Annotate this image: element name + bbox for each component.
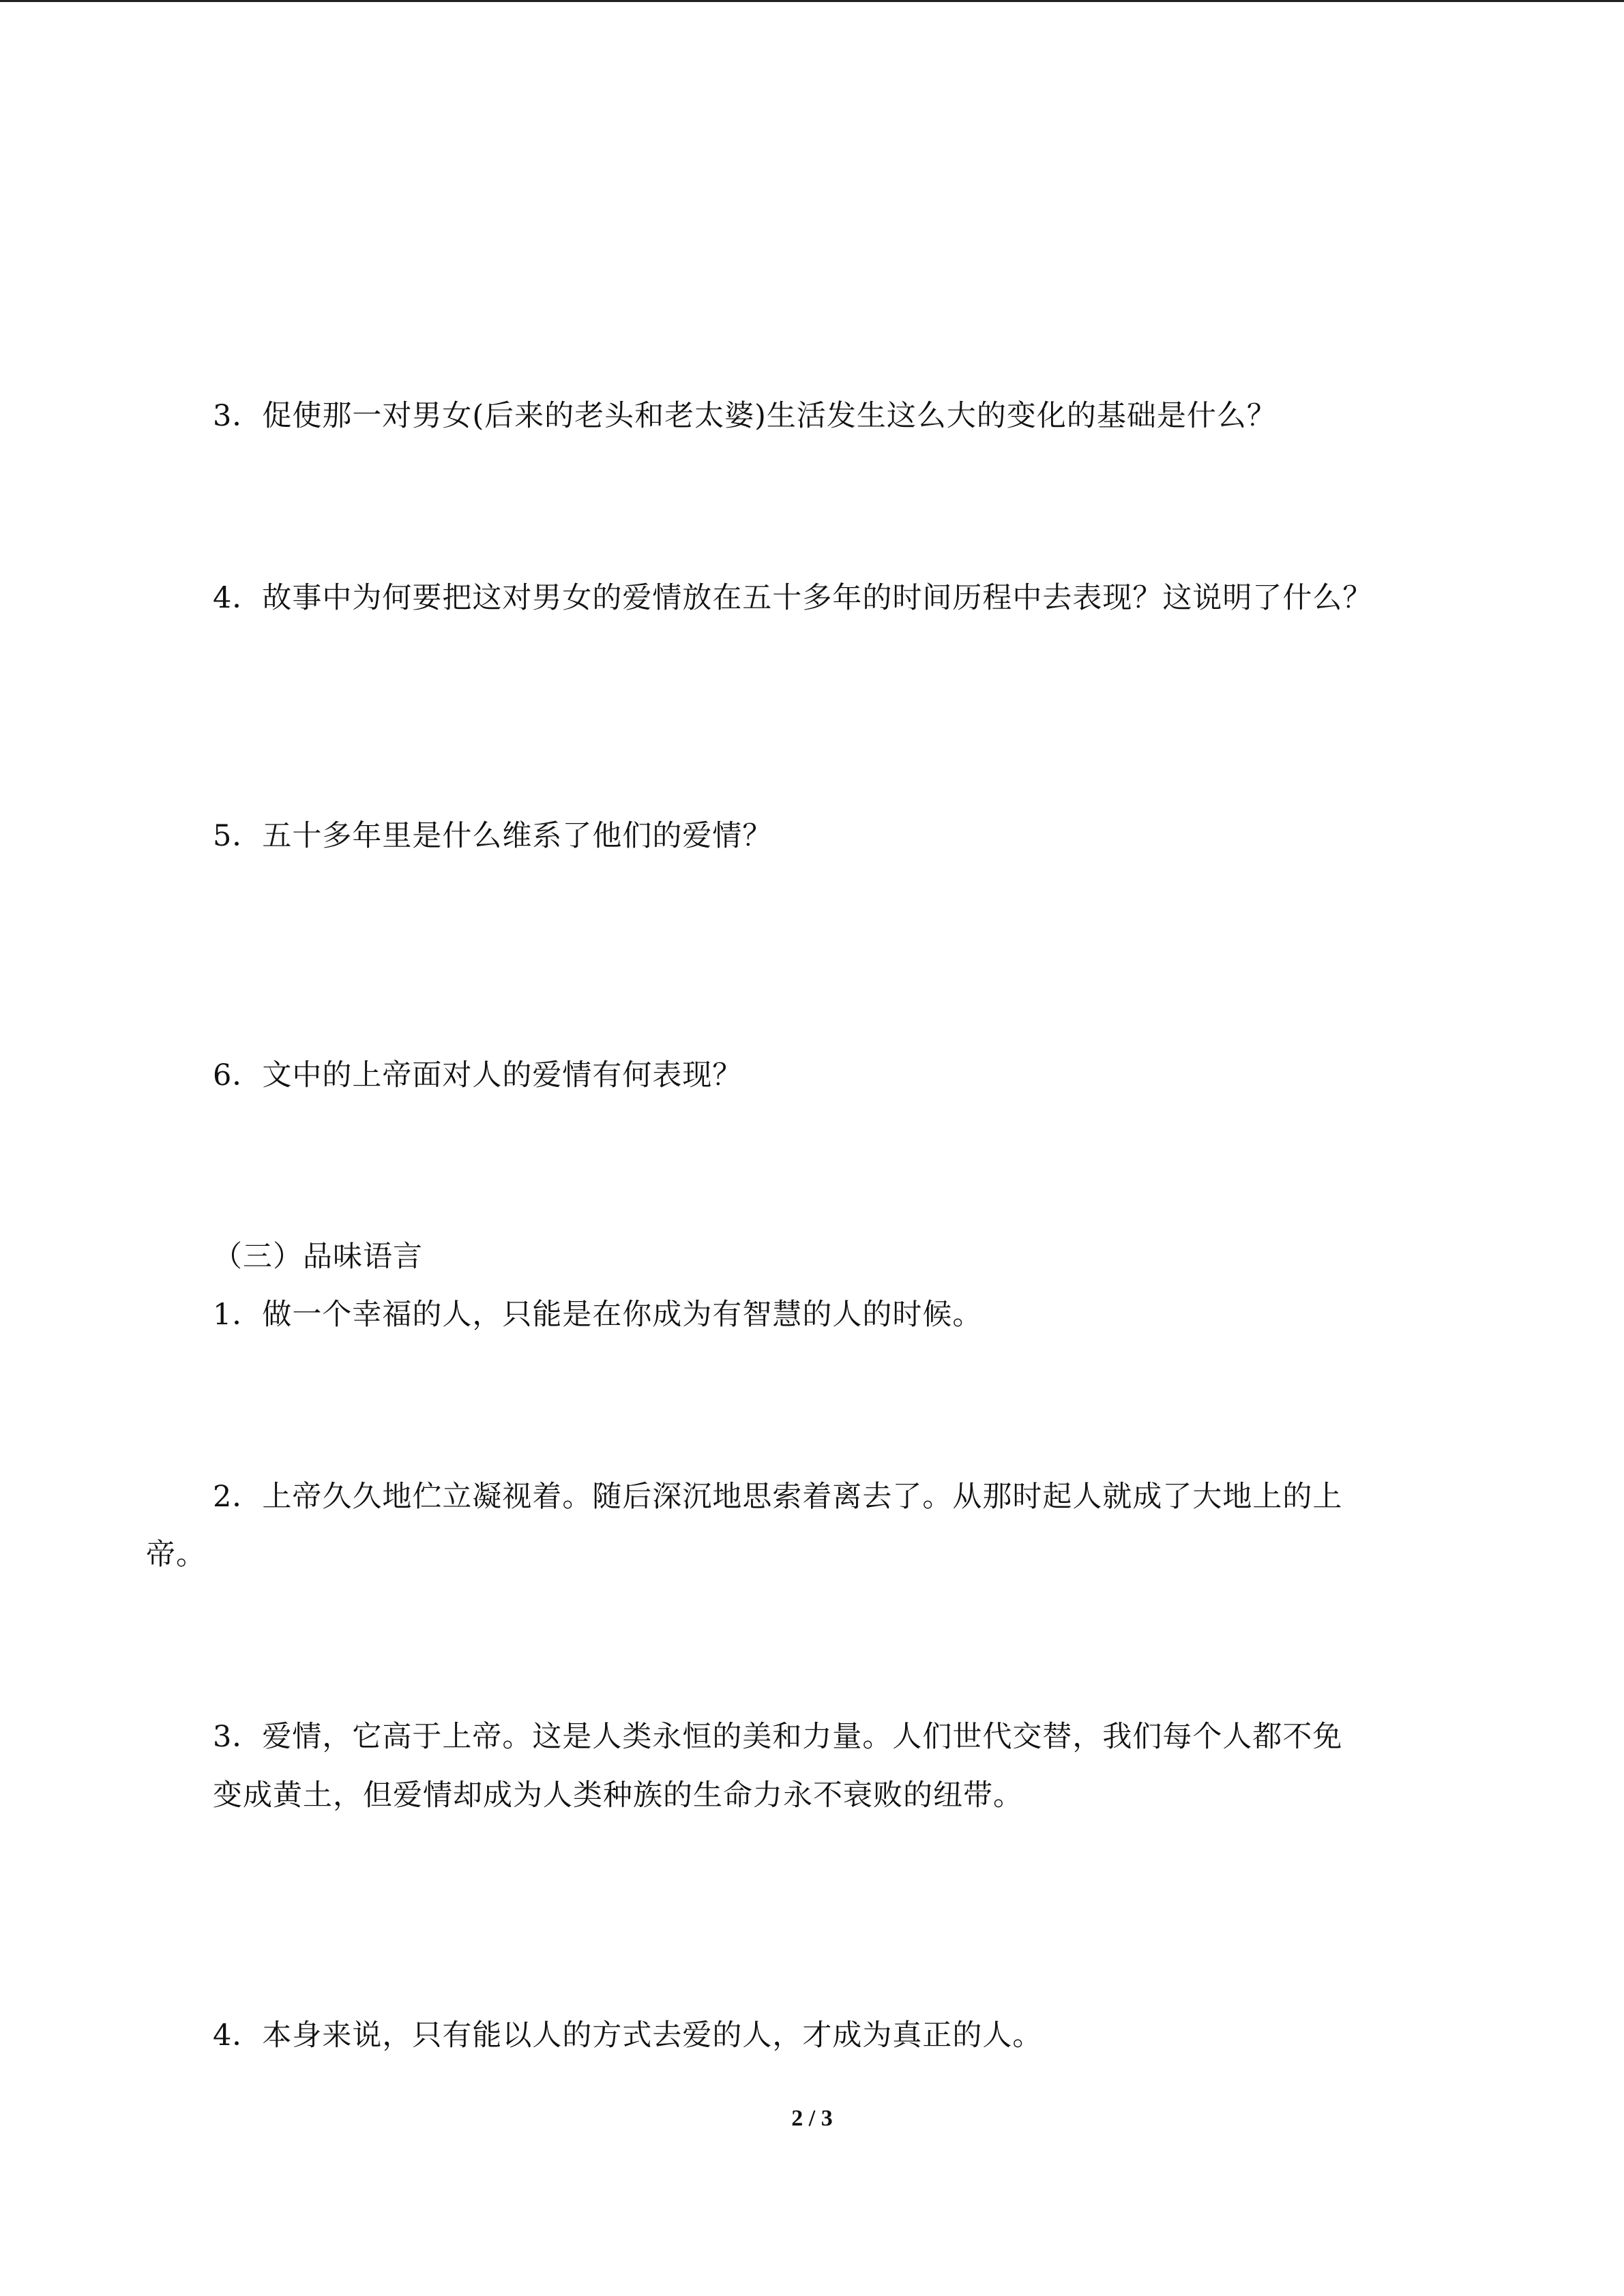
language-item-2-line-1: 2．上帝久久地伫立凝视着。随后深沉地思索着离去了。从那时起人就成了大地上的上 xyxy=(213,1480,1343,1514)
question-3: 3．促使那一对男女(后来的老头和老太婆)生活发生这么大的变化的基础是什么？ xyxy=(213,399,1277,433)
question-5: 5．五十多年里是什么维系了他们的爱情？ xyxy=(213,819,773,853)
language-item-4: 4．本身来说，只有能以人的方式去爱的人，才成为真正的人。 xyxy=(213,2018,1043,2053)
language-item-2-line-2: 帝。 xyxy=(146,1538,206,1572)
language-item-3-line-2: 变成黄土，但爱情却成为人类种族的生命力永不衰败的纽带。 xyxy=(213,1778,1023,1813)
language-item-1: 1．做一个幸福的人，只能是在你成为有智慧的人的时候。 xyxy=(213,1298,983,1332)
language-item-3-line-1: 3．爱情，它高于上帝。这是人类永恒的美和力量。人们世代交替，我们每个人都不免 xyxy=(213,1720,1343,1754)
top-border-line xyxy=(0,0,1624,2)
question-4: 4．故事中为何要把这对男女的爱情放在五十多年的时间历程中去表现？这说明了什么？ xyxy=(213,581,1373,615)
page-number: 2 / 3 xyxy=(791,2106,833,2131)
section-heading: （三）品味语言 xyxy=(213,1240,423,1274)
question-6: 6．文中的上帝面对人的爱情有何表现？ xyxy=(213,1058,743,1092)
